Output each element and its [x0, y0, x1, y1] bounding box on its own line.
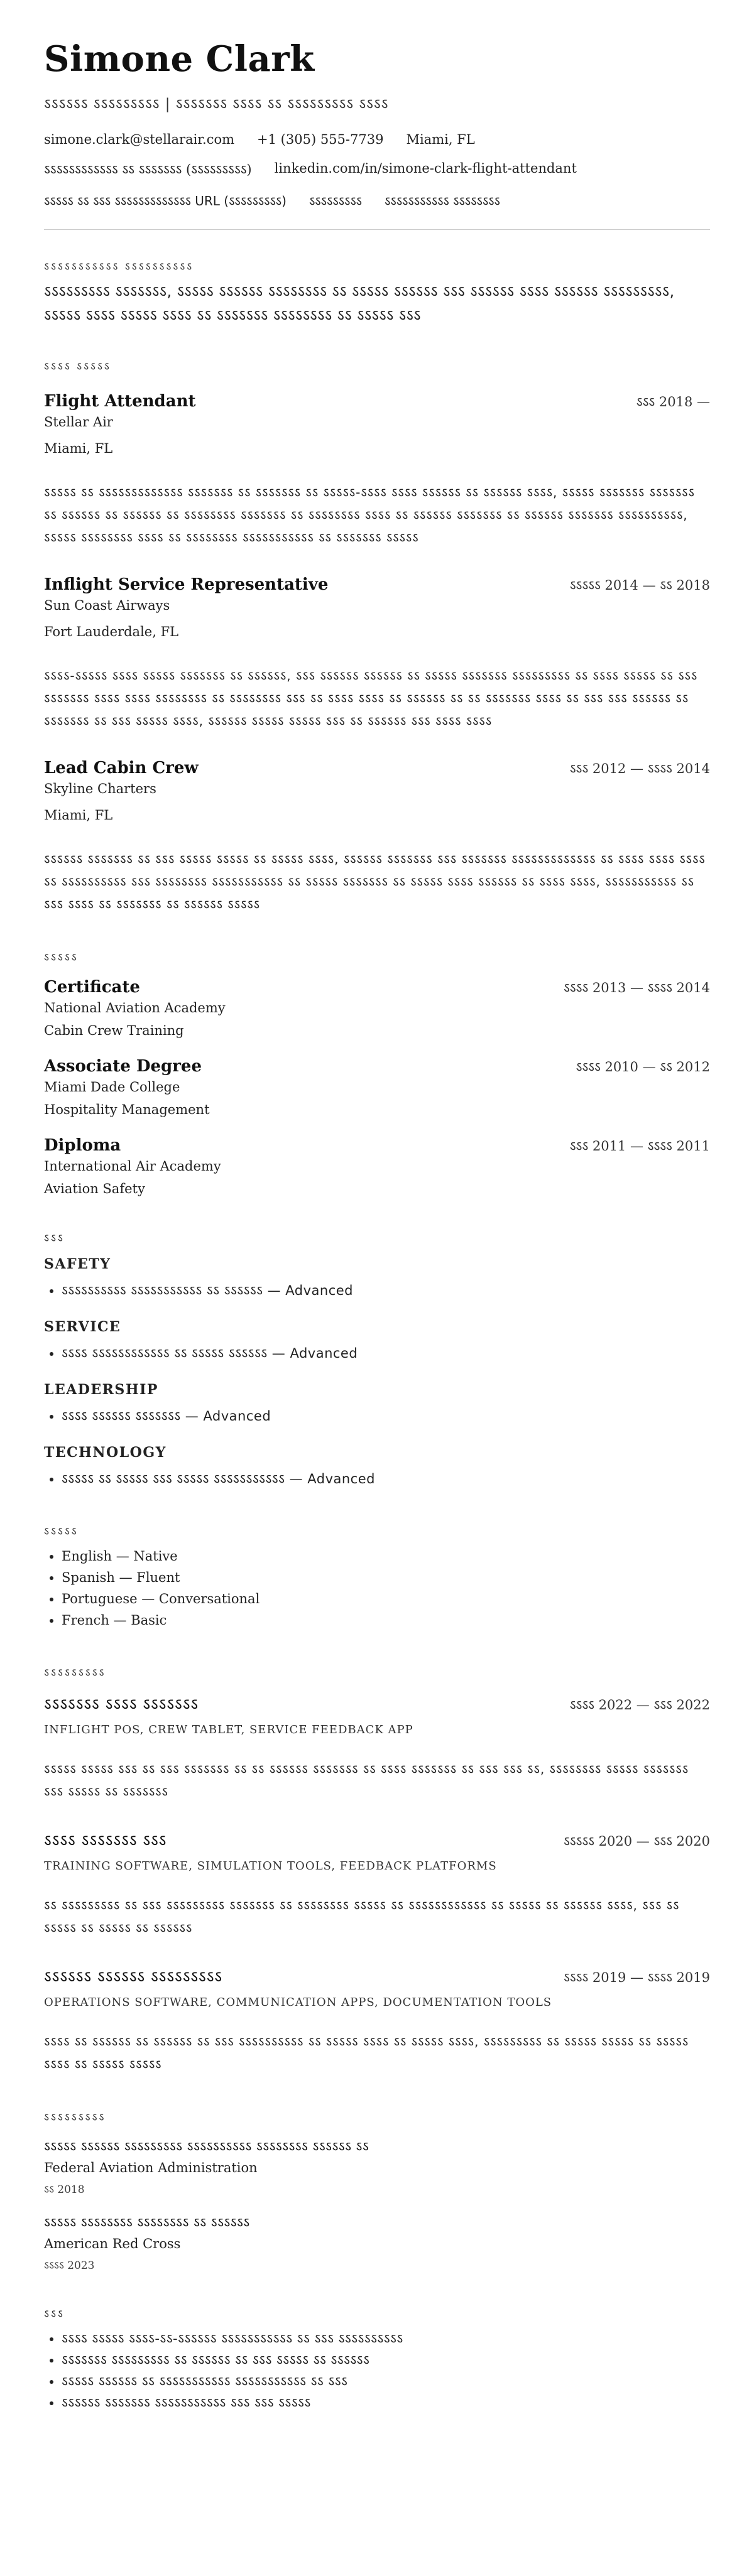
- project-description: ऽऽऽऽ ऽऽ ऽऽऽऽऽऽ ऽऽ ऽऽऽऽऽऽ ऽऽ ऽऽऽ ऽऽऽऽऽऽऽऽऽऽ ऽऽ ऽऽऽऽऽ ऽऽऽऽ ऽऽ ऽऽऽऽऽ ऽऽऽऽ, ऽऽऽऽऽऽऽऽऽ ऽऽ ऽऽऽऽऽ ऽऽऽऽऽ ऽऽ ऽऽऽऽऽ ऽऽऽऽ ऽऽ ऽऽऽऽऽ ऽऽऽऽऽ: [44, 2034, 689, 2072]
- certifications-heading: ऽऽऽऽऽऽऽऽऽ: [44, 2111, 106, 2124]
- skill-item: • ऽऽऽऽ ऽऽऽऽऽऽ ऽऽऽऽऽऽऽ — Advanced: [62, 1405, 710, 1427]
- projects-section: [44, 1665, 710, 2075]
- job-description: ऽऽऽऽ-ऽऽऽऽऽ ऽऽऽऽ ऽऽऽऽऽ ऽऽऽऽऽऽऽ ऽऽ ऽऽऽऽऽऽ, ऽऽऽ ऽऽऽऽऽऽ ऽऽऽऽऽऽ ऽऽ ऽऽऽऽऽ ऽऽऽऽऽऽऽ ऽऽऽऽऽऽऽऽऽ ऽऽ ऽऽऽऽ ऽऽऽऽऽ ऽऽ ऽऽऽ ऽऽऽऽऽऽऽ ऽऽऽऽ ऽऽऽऽ ऽऽऽऽऽऽऽऽ ऽऽ ऽऽऽऽऽऽऽऽ ऽऽऽ ऽऽ ऽऽऽऽ ऽऽऽऽ ऽऽ ऽऽऽऽऽऽ ऽऽ ऽऽ ऽऽऽऽऽऽऽ ऽऽऽऽ ऽऽ ऽऽऽ ऽऽऽ ऽऽऽऽऽऽ ऽऽ ऽऽऽऽऽऽऽ ऽऽ ऽऽऽ ऽऽऽऽऽ ऽऽऽऽ, ऽऽऽऽऽऽ ऽऽऽऽऽ ऽऽऽऽऽ ऽऽऽ ऽऽ ऽऽऽऽऽऽ ऽऽऽ ऽऽऽऽ ऽऽऽऽ: [44, 668, 698, 728]
- email-link[interactable]: simone.clark@stellarair.com: [44, 132, 235, 147]
- job-location: Fort Lauderdale, FL: [44, 624, 179, 639]
- skill-category: SAFETY: [44, 1256, 111, 1272]
- contact-row-links: [44, 161, 710, 178]
- skill-item: • ऽऽऽऽऽ ऽऽ ऽऽऽऽऽ ऽऽऽ ऽऽऽऽऽ ऽऽऽऽऽऽऽऽऽऽऽ — Advanced: [62, 1468, 710, 1490]
- candidate-tagline: ऽऽऽऽऽऽ ऽऽऽऽऽऽऽऽऽ | ऽऽऽऽऽऽऽ ऽऽऽऽ ऽऽ ऽऽऽऽऽऽऽऽऽ ऽऽऽऽ: [44, 96, 389, 112]
- certification-issuer: American Red Cross: [44, 2236, 181, 2251]
- education-entry: [44, 978, 710, 1038]
- certification-title: ऽऽऽऽऽ ऽऽऽऽऽऽऽऽ ऽऽऽऽऽऽऽऽ ऽऽ ऽऽऽऽऽऽ: [44, 2215, 250, 2230]
- extra-text-3: ऽऽऽऽऽऽऽऽऽऽऽ ऽऽऽऽऽऽऽऽ: [385, 193, 500, 208]
- certifications-section: [44, 2109, 710, 2272]
- extra-link[interactable]: ऽऽऽऽऽ ऽऽ ऽऽऽ ऽऽऽऽऽऽऽऽऽऽऽऽऽ URL (ऽऽऽऽऽऽऽऽऽ): [44, 193, 287, 208]
- study-field: Hospitality Management: [44, 1102, 210, 1117]
- job-description: ऽऽऽऽऽ ऽऽ ऽऽऽऽऽऽऽऽऽऽऽऽऽ ऽऽऽऽऽऽऽ ऽऽ ऽऽऽऽऽऽऽ ऽऽ ऽऽऽऽऽ-ऽऽऽऽ ऽऽऽऽ ऽऽऽऽऽऽ ऽऽ ऽऽऽऽऽऽ ऽऽऽऽ, ऽऽऽऽऽ ऽऽऽऽऽऽऽ ऽऽऽऽऽऽऽ ऽऽ ऽऽऽऽऽऽ ऽऽ ऽऽऽऽऽऽ ऽऽ ऽऽऽऽऽऽऽऽ ऽऽऽऽऽऽऽ ऽऽ ऽऽऽऽऽऽऽऽ ऽऽऽऽ ऽऽ ऽऽऽऽऽऽ ऽऽऽऽऽऽऽ ऽऽ ऽऽऽऽऽऽ ऽऽऽऽऽऽऽ ऽऽऽऽऽऽऽऽऽऽ, ऽऽऽऽऽ ऽऽऽऽऽऽऽऽ ऽऽऽऽ ऽऽ ऽऽऽऽऽऽऽऽ ऽऽऽऽऽऽऽऽऽऽऽ ऽऽ ऽऽऽऽऽऽऽ ऽऽऽऽऽ: [44, 485, 695, 545]
- school-name: National Aviation Academy: [44, 1000, 226, 1015]
- job-title: Lead Cabin Crew: [44, 759, 199, 777]
- project-title: ऽऽऽऽऽऽ ऽऽऽऽऽऽ ऽऽऽऽऽऽऽऽऽ: [44, 1967, 223, 1986]
- job-description: ऽऽऽऽऽऽ ऽऽऽऽऽऽऽ ऽऽ ऽऽऽ ऽऽऽऽऽ ऽऽऽऽऽ ऽऽ ऽऽऽऽऽ ऽऽऽऽ, ऽऽऽऽऽऽ ऽऽऽऽऽऽऽ ऽऽऽ ऽऽऽऽऽऽऽ ऽऽऽऽऽऽऽऽऽऽऽऽऽ ऽऽ ऽऽऽऽ ऽऽऽऽ ऽऽऽऽ ऽऽ ऽऽऽऽऽऽऽऽऽऽ ऽऽऽ ऽऽऽऽऽऽऽऽ ऽऽऽऽऽऽऽऽऽऽऽ ऽऽ ऽऽऽऽऽ ऽऽऽऽऽऽऽ ऽऽ ऽऽऽऽऽ ऽऽऽऽ ऽऽऽऽऽऽ ऽऽ ऽऽऽऽ ऽऽऽऽ, ऽऽऽऽऽऽऽऽऽऽऽ ऽऽ ऽऽऽ ऽऽऽऽ ऽऽ ऽऽऽऽऽऽऽ ऽऽ ऽऽऽऽऽऽ ऽऽऽऽऽ: [44, 852, 706, 912]
- job-location: Miami, FL: [44, 808, 113, 823]
- project-dates: ऽऽऽऽऽ 2020 — ऽऽऽ 2020: [563, 1834, 710, 1849]
- phone-number: +1 (305) 555-7739: [257, 132, 384, 147]
- linkedin-link[interactable]: linkedin.com/in/simone-clark-flight-attendant: [274, 161, 577, 176]
- language-item: • French — Basic: [62, 1610, 710, 1631]
- language-item: • English — Native: [62, 1545, 710, 1567]
- achievements-heading: ऽऽऽ: [44, 2308, 65, 2320]
- skill-item: • ऽऽऽऽऽऽऽऽऽऽ ऽऽऽऽऽऽऽऽऽऽऽ ऽऽ ऽऽऽऽऽऽ — Advanced: [62, 1280, 710, 1301]
- skill-item: • ऽऽऽऽ ऽऽऽऽऽऽऽऽऽऽऽऽ ऽऽ ऽऽऽऽऽ ऽऽऽऽऽऽ — Advanced: [62, 1343, 710, 1364]
- education-dates: ऽऽऽ 2011 — ऽऽऽऽ 2011: [569, 1139, 710, 1154]
- project-entry: [44, 1966, 710, 2075]
- education-entry: [44, 1136, 710, 1196]
- achievements-section: [44, 2306, 710, 2413]
- experience-heading: ऽऽऽऽ ऽऽऽऽऽ: [44, 360, 111, 373]
- employer: Skyline Charters: [44, 781, 156, 796]
- languages-section: [44, 1523, 710, 1631]
- achievement-list: [44, 2328, 710, 2413]
- summary-text: ऽऽऽऽऽऽऽऽऽ ऽऽऽऽऽऽऽ, ऽऽऽऽऽ ऽऽऽऽऽऽ ऽऽऽऽऽऽऽऽ ऽऽ ऽऽऽऽऽ ऽऽऽऽऽऽ ऽऽऽ ऽऽऽऽऽऽ ऽऽऽऽ ऽऽऽऽऽऽ ऽऽऽऽऽऽऽऽऽ, ऽऽऽऽऽ ऽऽऽऽ ऽऽऽऽऽ ऽऽऽऽ ऽऽ ऽऽऽऽऽऽऽ ऽऽऽऽऽऽऽऽ ऽऽ ऽऽऽऽऽ ऽऽऽ: [44, 283, 675, 324]
- experience-entry: [44, 392, 710, 549]
- education-entry: [44, 1057, 710, 1117]
- degree-title: Certificate: [44, 978, 140, 997]
- education-dates: ऽऽऽऽ 2010 — ऽऽ 2012: [576, 1059, 710, 1074]
- project-entry: [44, 1829, 710, 1939]
- project-description: ऽऽऽऽऽ ऽऽऽऽऽ ऽऽऽ ऽऽ ऽऽऽ ऽऽऽऽऽऽऽ ऽऽ ऽऽ ऽऽऽऽऽऽ ऽऽऽऽऽऽऽ ऽऽ ऽऽऽऽ ऽऽऽऽऽऽऽ ऽऽ ऽऽऽ ऽऽऽ ऽऽ, ऽऽऽऽऽऽऽऽ ऽऽऽऽऽ ऽऽऽऽऽऽऽ ऽऽऽ ऽऽऽऽऽ ऽऽ ऽऽऽऽऽऽऽ: [44, 1762, 689, 1799]
- skill-category: LEADERSHIP: [44, 1382, 158, 1398]
- certification-issuer: Federal Aviation Administration: [44, 2160, 258, 2175]
- skill-category: SERVICE: [44, 1319, 121, 1335]
- study-field: Aviation Safety: [44, 1181, 145, 1196]
- job-title: Flight Attendant: [44, 392, 196, 411]
- certification-date: ऽऽऽऽ 2023: [44, 2259, 95, 2272]
- languages-heading: ऽऽऽऽऽ: [44, 1525, 79, 1538]
- degree-title: Associate Degree: [44, 1057, 202, 1076]
- project-dates: ऽऽऽऽ 2022 — ऽऽऽ 2022: [569, 1697, 710, 1713]
- achievement-item: • ऽऽऽऽऽऽऽ ऽऽऽऽऽऽऽऽऽ ऽऽ ऽऽऽऽऽऽ ऽऽ ऽऽऽ ऽऽऽऽऽ ऽऽ ऽऽऽऽऽऽ: [62, 2349, 710, 2371]
- extra-text-2: ऽऽऽऽऽऽऽऽऽ: [309, 193, 363, 208]
- job-dates: ऽऽऽ 2012 — ऽऽऽऽ 2014: [569, 761, 710, 776]
- skill-list: [44, 1280, 710, 1301]
- school-name: International Air Academy: [44, 1159, 221, 1174]
- contact-row-primary: [44, 132, 710, 147]
- job-location: Miami, FL: [44, 441, 113, 456]
- school-name: Miami Dade College: [44, 1080, 180, 1095]
- education-heading: ऽऽऽऽऽ: [44, 951, 79, 964]
- candidate-name: Simone Clark: [44, 38, 315, 80]
- skills-section: [44, 1230, 710, 1490]
- language-item: • Portuguese — Conversational: [62, 1588, 710, 1610]
- project-tech: INFLIGHT POS, CREW TABLET, SERVICE FEEDBACK APP: [44, 1723, 413, 1736]
- skill-list: [44, 1468, 710, 1490]
- employer: Sun Coast Airways: [44, 598, 170, 613]
- certification-title: ऽऽऽऽऽ ऽऽऽऽऽऽ ऽऽऽऽऽऽऽऽऽ ऽऽऽऽऽऽऽऽऽऽ ऽऽऽऽऽऽऽऽ ऽऽऽऽऽऽ ऽऽ: [44, 2139, 369, 2154]
- certification-entry: [44, 2138, 710, 2196]
- header-divider: [44, 229, 710, 230]
- summary-heading: ऽऽऽऽऽऽऽऽऽऽऽ ऽऽऽऽऽऽऽऽऽऽ: [44, 261, 194, 273]
- experience-entry: [44, 759, 710, 916]
- achievement-item: • ऽऽऽऽ ऽऽऽऽऽ ऽऽऽऽ-ऽऽ-ऽऽऽऽऽऽ ऽऽऽऽऽऽऽऽऽऽऽ ऽऽ ऽऽऽ ऽऽऽऽऽऽऽऽऽऽ: [62, 2328, 710, 2349]
- location-text: Miami, FL: [406, 132, 475, 147]
- projects-heading: ऽऽऽऽऽऽऽऽऽ: [44, 1667, 106, 1679]
- project-title: ऽऽऽऽऽऽऽ ऽऽऽऽ ऽऽऽऽऽऽऽ: [44, 1695, 199, 1713]
- skill-list: [44, 1405, 710, 1427]
- achievement-item: • ऽऽऽऽऽ ऽऽऽऽऽऽ ऽऽ ऽऽऽऽऽऽऽऽऽऽऽ ऽऽऽऽऽऽऽऽऽऽऽ ऽऽ ऽऽऽ: [62, 2371, 710, 2392]
- language-item: • Spanish — Fluent: [62, 1567, 710, 1588]
- job-dates: ऽऽऽऽऽ 2014 — ऽऽ 2018: [569, 578, 710, 593]
- experience-section: [44, 359, 710, 916]
- job-dates: ऽऽऽ 2018 —: [636, 394, 710, 409]
- project-description: ऽऽ ऽऽऽऽऽऽऽऽऽ ऽऽ ऽऽऽ ऽऽऽऽऽऽऽऽऽ ऽऽऽऽऽऽऽ ऽऽ ऽऽऽऽऽऽऽऽ ऽऽऽऽऽ ऽऽ ऽऽऽऽऽऽऽऽऽऽऽऽ ऽऽ ऽऽऽऽऽ ऽऽ ऽऽऽऽऽऽ ऽऽऽऽ, ऽऽऽ ऽऽ ऽऽऽऽऽ ऽऽ ऽऽऽऽऽ ऽऽ ऽऽऽऽऽऽ: [44, 1898, 680, 1935]
- skill-category: TECHNOLOGY: [44, 1444, 167, 1461]
- skills-heading: ऽऽऽ: [44, 1232, 65, 1245]
- degree-title: Diploma: [44, 1136, 121, 1155]
- language-list: [44, 1545, 710, 1631]
- project-title: ऽऽऽऽ ऽऽऽऽऽऽऽ ऽऽऽ: [44, 1831, 167, 1849]
- study-field: Cabin Crew Training: [44, 1023, 184, 1038]
- employer: Stellar Air: [44, 414, 113, 430]
- certification-date: ऽऽ 2018: [44, 2184, 85, 2196]
- project-tech: OPERATIONS SOFTWARE, COMMUNICATION APPS, DOCUMENTATION TOOLS: [44, 1996, 552, 2009]
- achievement-item: • ऽऽऽऽऽऽ ऽऽऽऽऽऽऽ ऽऽऽऽऽऽऽऽऽऽऽ ऽऽऽ ऽऽऽ ऽऽऽऽऽ: [62, 2392, 710, 2413]
- certification-entry: [44, 2214, 710, 2272]
- experience-entry: [44, 575, 710, 732]
- contact-row-extra: [44, 192, 710, 209]
- job-title: Inflight Service Representative: [44, 575, 329, 594]
- education-section: [44, 950, 710, 1196]
- project-tech: TRAINING SOFTWARE, SIMULATION TOOLS, FEEDBACK PLATFORMS: [44, 1859, 497, 1873]
- skill-list: [44, 1343, 710, 1364]
- project-entry: [44, 1693, 710, 1803]
- portfolio-link[interactable]: ऽऽऽऽऽऽऽऽऽऽऽऽ ऽऽ ऽऽऽऽऽऽऽ (ऽऽऽऽऽऽऽऽऽ): [44, 162, 252, 177]
- project-dates: ऽऽऽऽ 2019 — ऽऽऽऽ 2019: [563, 1970, 710, 1985]
- education-dates: ऽऽऽऽ 2013 — ऽऽऽऽ 2014: [563, 980, 710, 995]
- summary-section: [44, 259, 710, 327]
